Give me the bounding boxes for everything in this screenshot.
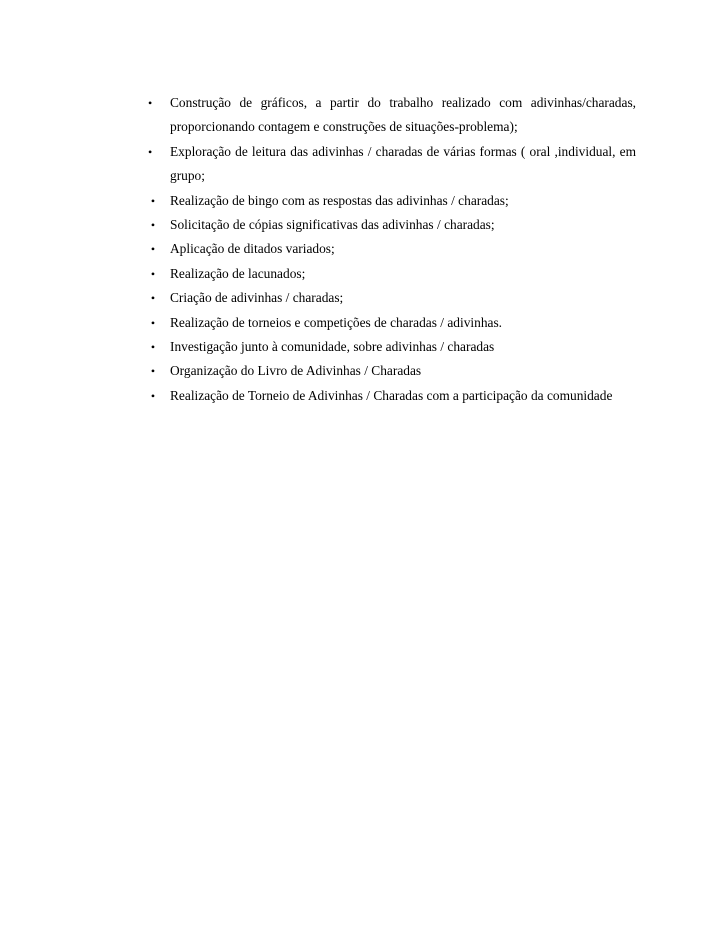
bullet-icon: • [150,193,156,208]
bullet-icon: • [150,388,156,403]
list-item [148,384,636,408]
list-item [148,359,636,383]
list-item-text: Organização do Livro de Adivinhas / Charadas [170,363,422,379]
bullet-icon: • [150,364,156,379]
list-item [148,189,636,213]
bullet-icon: • [148,96,153,110]
list-item [148,286,636,310]
list-item-text: Realização de bingo com as respostas das adivinhas / charadas; [170,192,509,208]
list-item [148,311,636,335]
activity-list [148,91,636,408]
list-item [148,335,636,359]
bullet-icon: • [150,315,156,330]
list-item-text: Realização de Torneio de Adivinhas / Charadas com a participação da comunidade [170,387,613,403]
list-item-text: Realização de lacunados; [170,265,306,281]
bullet-icon: • [148,144,153,159]
list-item-text: Criação de adivinhas / charadas; [170,290,344,306]
bullet-icon: • [150,291,156,306]
bullet-icon: • [150,242,156,257]
list-item-text: Construção de gráficos, a partir do trabalho realizado com adivinhas/charadas, proporcionando contagem e construções de situações-problema); [170,95,636,135]
list-item-text: Aplicação de ditados variados; [170,241,335,257]
list-item-text: Solicitação de cópias significativas das adivinhas / charadas; [170,217,495,233]
list-item [148,91,636,140]
list-item-text: Realização de torneios e competições de charadas / adivinhas. [170,314,503,330]
list-item [148,140,636,189]
bullet-icon: • [150,266,156,281]
list-item [148,262,636,286]
list-item [148,213,636,237]
bullet-icon: • [150,218,156,233]
list-item-text: Exploração de leitura das adivinhas / charadas de várias formas ( oral ,individual, em grupo; [170,143,636,184]
list-item-text: Investigação junto à comunidade, sobre adivinhas / charadas [170,339,495,355]
list-item [148,237,636,261]
bullet-icon: • [150,340,156,355]
